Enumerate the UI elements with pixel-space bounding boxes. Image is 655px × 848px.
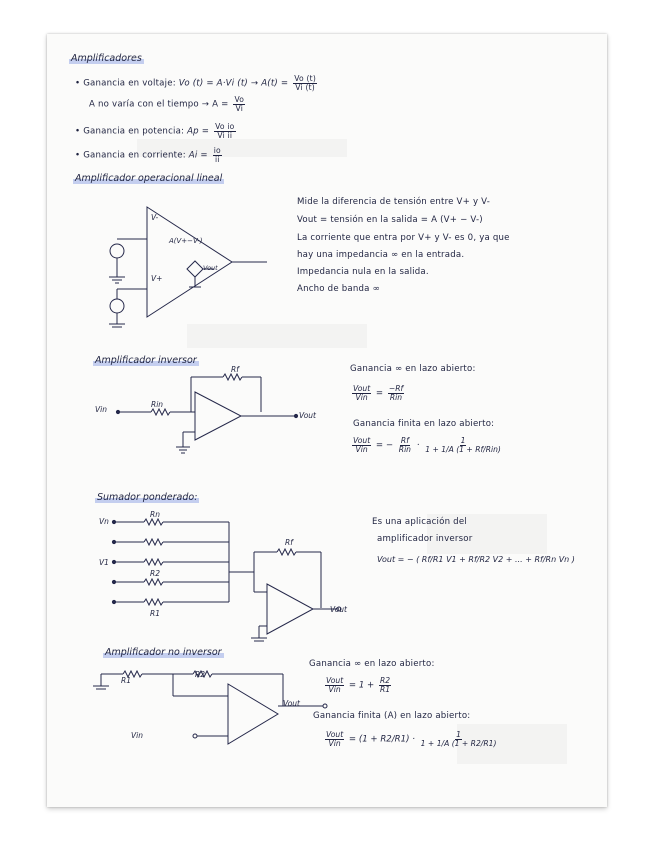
label-vout: Vout	[299, 411, 316, 420]
weighted-summer-diagram	[99, 512, 339, 642]
label-vplus: V+	[151, 274, 163, 283]
inversor-eq2: $\frac{\text{Vout}}{\text{Vin}}$ = − $\frac{Rf}{\text{Rin}}$ · $\frac{1}{\text{1 + 1/A (1 + Rf/Rin)}}$	[353, 436, 501, 454]
opamp-note-6: Ancho de banda ∞	[297, 284, 380, 294]
bullet-current-gain: • Ganancia en corriente: Ai = $\frac{io}{ii}$	[75, 146, 221, 164]
opamp-note-4: hay una impedancia ∞ en la entrada.	[297, 250, 465, 260]
no-inversor-eq1: $\frac{\text{Vout}}{\text{Vin}}$ = 1 + $\frac{R2}{R1}$	[326, 676, 391, 694]
inversor-note-2: Ganancia finita en lazo abierto:	[353, 419, 495, 429]
inversor-eq1: $\frac{\text{Vout}}{\text{Vin}}$ = $\frac{-Rf}{\text{Rin}}$	[353, 384, 404, 402]
opamp-note-1: Mide la diferencia de tensión entre V+ y V-	[297, 197, 491, 207]
label-r2: R2	[150, 569, 160, 578]
label-r1: R1	[150, 609, 160, 618]
label-v1: V1	[99, 558, 109, 567]
label-vin: Vin	[95, 405, 107, 414]
section-title-inversor: Amplificador inversor	[95, 355, 197, 366]
label-vout: Vout	[330, 605, 347, 614]
bullet-voltage-gain-line2: A no varía con el tiempo → A = $\frac{Vo}{Vi}$	[89, 95, 245, 113]
label-rf: Rf	[231, 365, 239, 374]
sumador-note-2: amplificador inversor	[377, 534, 473, 544]
label-dependent-gain: A(V+−V-)	[169, 237, 203, 245]
section-title-sumador: Sumador ponderado:	[97, 492, 198, 503]
opamp-ideal-diagram	[102, 199, 302, 339]
bullet-power-gain: • Ganancia en potencia: Ap = $\frac{\text{Vo io}}{\text{Vi ii}}$	[75, 122, 235, 140]
inversor-note-1: Ganancia ∞ en lazo abierto:	[350, 364, 476, 374]
label-vout: Vout	[283, 699, 300, 708]
no-inversor-note-1: Ganancia ∞ en lazo abierto:	[309, 659, 435, 669]
label-vin: Vin	[131, 731, 143, 740]
label-vminus: V-	[151, 213, 159, 222]
sumador-eq: Vout = − ( Rf/R1 V1 + Rf/R2 V2 + ... + Rf/Rn Vn )	[377, 555, 575, 564]
opamp-note-2: Vout = tensión en la salida = A (V+ − V-)	[297, 215, 483, 225]
inverting-amplifier-diagram	[91, 372, 331, 462]
label-rf: Rf	[285, 538, 293, 547]
label-r1: R1	[121, 676, 131, 685]
label-rin: Rin	[151, 400, 164, 409]
no-inversor-eq2: $\frac{\text{Vout}}{\text{Vin}}$ = (1 + R2/R1) · $\frac{1}{1 + 1/A (1 + R2/R1)}$	[326, 730, 497, 748]
bullet-voltage-gain: • Ganancia en voltaje: Vo (t) = A·Vi (t) → A(t) = $\frac{Vo (t)}{Vi (t)}$	[75, 74, 317, 92]
label-r2: R2	[195, 670, 205, 679]
section-title-amplificadores: Amplificadores	[71, 53, 142, 64]
no-inversor-note-2: Ganancia finita (A) en lazo abierto:	[313, 711, 471, 721]
opamp-note-3: La corriente que entra por V+ y V- es 0, ya que	[297, 233, 510, 243]
fraction: $\frac{Vo (t)}{Vi (t)}$	[294, 74, 317, 92]
label-vn: Vn	[99, 517, 109, 526]
section-title-opamp-lineal: Amplificador operacional lineal	[75, 173, 223, 184]
label-rn: Rn	[150, 510, 160, 519]
label-vout: Vout	[203, 264, 218, 272]
section-title-no-inversor: Amplificador no inversor	[105, 647, 222, 658]
sumador-note-1: Es una aplicación del	[372, 517, 467, 527]
opamp-note-5: Impedancia nula en la salida.	[297, 267, 429, 277]
notebook-page	[47, 34, 607, 807]
